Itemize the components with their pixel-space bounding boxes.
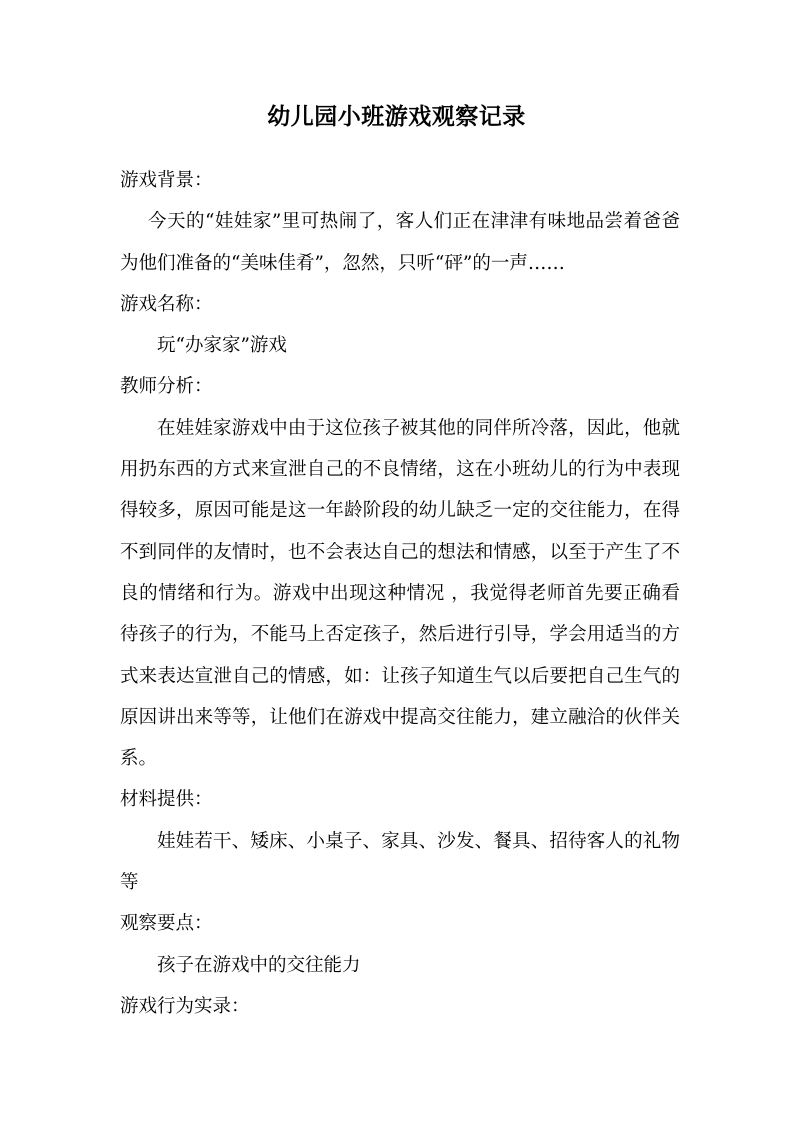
section-body-game-name: 玩“办家家”游戏 [157,335,287,357]
section-body-observation-points: 孩子在游戏中的交往能力 [157,954,361,976]
section-heading-observation-points: 观察要点： [120,913,213,935]
section-heading-behavior-record: 游戏行为实录： [120,995,250,1017]
section-body-teacher-analysis: 在娃娃家游戏中由于这位孩子被其他的同伴所冷落，因此，他就用扔东西的方式来宣泄自己的不良情绪，这在小班幼儿的行为中表现得较多，原因可能是这一年龄阶段的幼儿缺乏一定的交往能力，在得不到同伴的友情时，也不会表达自己的想法和情感，以至于产生了不良的情绪和行为。游戏中出现这种情况 ，我觉得老师首先要正确看待孩子的行为，不能马上否定孩子，然后进行引导，学会用适当的方式来表达宣泄自己的情感，如：让孩子知道生气以后要把自己生气的原因讲出来等等，让他们在游戏中提高交往能力，建立融洽的伙伴关系。 [120,417,680,770]
section-heading-materials: 材料提供： [120,789,213,811]
section-body-background: 今天的“娃娃家”里可热闹了，客人们正在津津有味地品尝着爸爸为他们准备的“美味佳肴”，忽然，只听“砰”的一声…… [120,211,680,274]
section-heading-game-name: 游戏名称： [120,293,213,315]
document-title: 幼儿园小班游戏观察记录 [267,103,526,130]
section-heading-background: 游戏背景： [120,170,213,191]
document-body [120,160,680,1027]
section-heading-teacher-analysis: 教师分析： [120,376,213,398]
section-body-materials: 娃娃若干、矮床、小桌子、家具、沙发、餐具、招待客人的礼物等 [120,830,680,894]
